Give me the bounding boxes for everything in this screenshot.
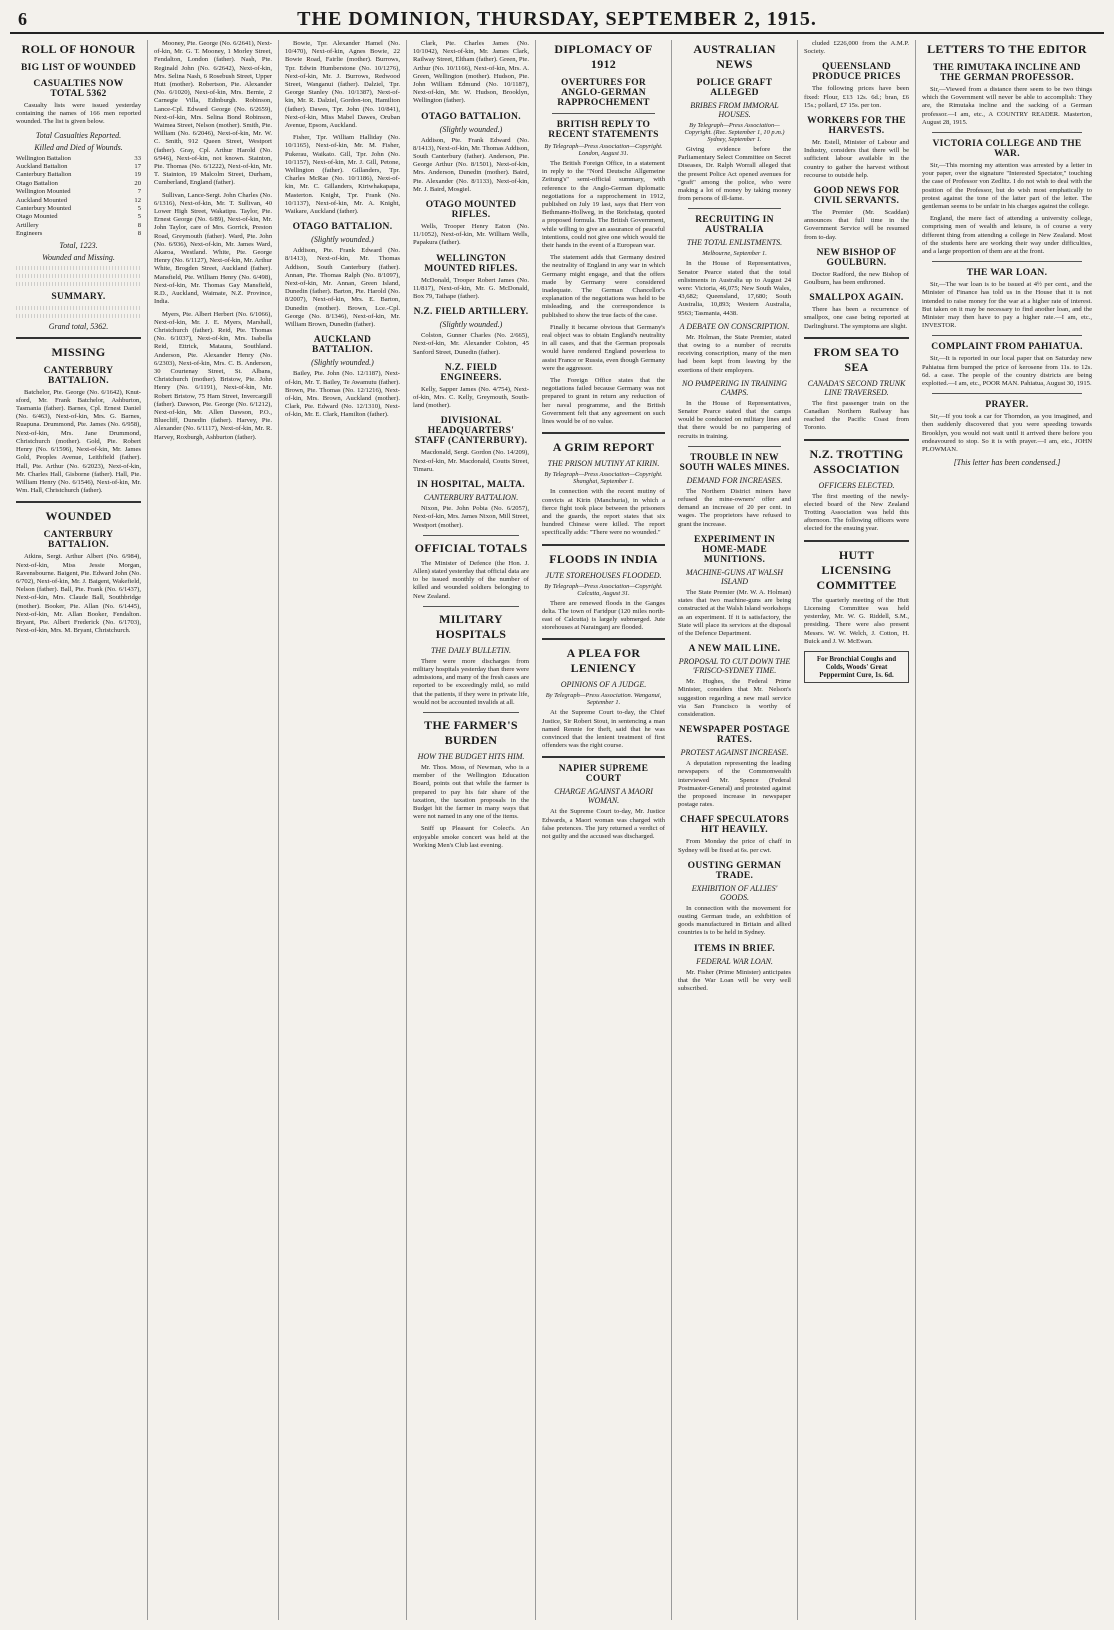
table-row: Auckland Battalion 17 bbox=[16, 163, 141, 171]
casualty-paragraph: McDonald, Trooper Robert James (No. 11/817), Next-of-kin, Mr. G. McDonald, Box 79, Taihape (father). bbox=[413, 276, 529, 301]
subsection-heading: NO PAMPERING IN TRAINING CAMPS. bbox=[682, 378, 787, 397]
article-body: The statement adds that Germany desired the neutrality of England in any war in which Germany might engage, and that the offers made by Germany were considered inadequate. The German Chancellor's explanation of the negotiations was held to be misleading, and the correspondence is published to show the true facts of the case. bbox=[542, 254, 665, 319]
table-row: Canterbury Battalion 19 bbox=[16, 171, 141, 179]
floods-sub: JUTE STOREHOUSES FLOODED. bbox=[545, 570, 662, 580]
casualty-paragraph: Wells, Trooper Henry Eaton (No. 11/1052), Next-of-kin, Mr. William Wells, Papakura (father). bbox=[413, 223, 529, 247]
column-briefs bbox=[798, 40, 916, 1620]
casualty-paragraph: Kelly, Sapper James (No. 4/754), Next-of-kin, Mrs. C. Kelly, Greymouth, South-land (mother). bbox=[413, 385, 529, 410]
plea-heading: A PLEA FOR LENIENCY bbox=[566, 646, 641, 676]
brief-heading: NEW BISHOP OF GOULBURN. bbox=[816, 247, 897, 268]
plea-sub: OPINIONS OF A JUDGE. bbox=[560, 680, 647, 690]
section-heading: N.Z. FIELD ENGINEERS. bbox=[440, 362, 502, 383]
article-body: Finally it became obvious that Germany's real object was to obtain England's neutrality in all cases, and that the German proposals would have rendered England powerless to assist France or Russia, even though Germany were the aggressor. bbox=[542, 323, 665, 372]
chaff-heading: CHAFF SPECULATORS HIT HEAVILY. bbox=[679, 815, 790, 836]
official-totals-heading: OFFICIAL TOTALS bbox=[414, 540, 528, 555]
letter-heading: COMPLAINT FROM PAHIATUA. bbox=[931, 342, 1083, 353]
letter-body: Sir,—It is reported in our local paper that on Saturday new Pahiatua firm bumped the price of kerosene from 11s. to 12s. 6d. a case. The people of the country districts are being exploited.—I am, etc., POOR MAN. Pahiatua, August 30, 1915. bbox=[922, 355, 1092, 388]
letter-heading: VICTORIA COLLEGE AND THE WAR. bbox=[932, 139, 1082, 160]
casualty-paragraph: Bailey, Pte. John (No. 12/1187), Next-of-kin, Mr. T. Bailey, Te Awamutu (father). Brown, Pte. Thomas (No. 12/1216), Next-of-kin, Mrs. Brown, Auckland (mother). Clark, Pte. Edward (No. 12/1310), Next-of-kin, Mr. E. Clark, Hamilton (father). bbox=[285, 370, 400, 419]
mail-line-heading: A NEW MAIL LINE. bbox=[688, 644, 781, 655]
casualty-table-note: Killed and Died of Wounds. bbox=[34, 142, 123, 152]
dateline: By Telegraph—Press Association—Copyright. Shanghai, September 1. bbox=[544, 471, 663, 486]
munitions-heading: EXPERIMENT IN HOME-MADE MUNITIONS. bbox=[693, 534, 776, 565]
table-row: Artillery 8 bbox=[16, 221, 141, 229]
letter-body: Sir,—This morning my attention was arrested by a letter in your paper, over the signature "Interested Spectator," touching the case of Professor von Zedlitz. I do not wish to deal with the position of the Professor, but do wish most emphatically to protest against the tone of the latter part of the letter. The gentleman seems to be unfair in his charges against the college. bbox=[922, 162, 1092, 211]
dateline: By Telegraph—Press Association—Copyright. London, August 31. bbox=[544, 143, 663, 157]
big-list-subheading: BIG LIST OF WOUNDED bbox=[20, 63, 137, 73]
trotting-sub: OFFICERS ELECTED. bbox=[818, 480, 895, 490]
letter-body: England, the mere fact of attending a university college, comprising men of wealth and leisure, is of course a very different thing from attending a college in New Zealand. Most of the students here are working their way under difficulties, and a large proportion of them are at the front. bbox=[922, 215, 1092, 256]
grim-report-heading: A GRIM REPORT bbox=[552, 440, 655, 455]
wounded-list: Atkins, Sergt. Arthur Albert (No. 6/984), Next-of-kin, Miss Jessie Morgan, Ravensbourne. Baigent, Pte. Edward John (No. 6/702), Next-of-kin, Mr. J. Baigent, Wakefield, Nelson (father). Ball, Pte. Frank (No. 6/1437), Next-of-kin, Mrs. Claude Ball, Southbridge (mother). Booker, Pte. Allan (No. 6/1445), Next-of-kin, Mr. Allan Booker, Fendalton. Bryant, Pte. Albert Frederick (No. 6/1703), Next-of-kin, Mrs. M. Bryant, Christchurch. bbox=[16, 553, 141, 635]
article-body: The Northern District miners have refused the mine-owners' offer and demand an increase of 20 per cent. in wages. The proprietors have refused to grant the increase. bbox=[678, 487, 791, 528]
section-sub: (Slightly wounded.) bbox=[439, 124, 503, 134]
napier-sub: CHARGE AGAINST A MAORI WOMAN. bbox=[554, 787, 653, 806]
trotting-heading: N.Z. TROTTING ASSOCIATION bbox=[809, 446, 904, 476]
article-body: Mr. Thos. Moss, of Newman, who is a member of the Wellington Education Board, points out that while the farmer is prepared to pay his fair share of the taxation, the taxation proposals in the Budget hit the farmer in many ways that were not named in any one of the items. bbox=[413, 763, 529, 821]
casualty-paragraph: Fisher, Tpr. William Halliday (No. 10/1165), Next-of-kin, Mr. M. Fisher, Pukerau, Waikato. Gill, Tpr. John (No. 10/1157), Next-of-kin, Mr. J. Gill, Petone, Wellington (father). Gillanders, Tpr. Charles McRae (No. 10/1186), Next-of-kin, Mr. C. Gillanders, Kiriwhakapapa, Masterton. Knight, Tpr. Frank (No. 10/1137), Next-of-kin, Mr. A. Knight, Waikare, Auckland (father). bbox=[285, 134, 400, 216]
column-australian-news bbox=[672, 40, 798, 1620]
column-casualty-list-3 bbox=[279, 40, 407, 1620]
article-body: Giving evidence before the Parliamentary Select Committee on Secret Diseases, Dr. Ralph Worrall alleged that the present Police Act opened avenues for "graft" among the police, who were making a lot of money by taking money from persons of ill-fame. bbox=[678, 146, 791, 203]
diplomacy-subheading-2: BRITISH REPLY TO RECENT STATEMENTS bbox=[548, 120, 659, 140]
article-body: There are renewed floods in the Ganges delta. The town of Faridpur (120 miles north-east of Calcutta) is largely submerged. Jute storehouses at Narainganj are flooded. bbox=[542, 599, 665, 632]
column-roll-of-honour bbox=[10, 40, 148, 1620]
column-casualty-list-2 bbox=[148, 40, 279, 1620]
casualties-subheading: CASUALTIES NOW TOTAL 5362 bbox=[33, 79, 124, 99]
wounded-table-title: Wounded and Missing. bbox=[42, 252, 115, 262]
section-heading: N.Z. FIELD ARTILLERY. bbox=[413, 307, 529, 318]
dateline: By Telegraph—Press Association—Copyright. (Rec. September 1, 10 p.m.) Sydney, September 1. bbox=[684, 122, 785, 143]
peppermint-cure-ad: For Bronchial Coughs and Colds, Woods' Great Peppermint Cure, 1s. 6d. bbox=[804, 651, 909, 683]
hutt-licensing-heading: HUTT LICENSING COMMITTEE bbox=[816, 547, 897, 592]
article-body: Mr. Holman, the State Premier, stated that owing to a number of recruits receiving conscription, many of the men had been kept from leaving by the exertions of their employers. bbox=[678, 333, 791, 374]
letter-body: Sir,—The war loan is to be issued at 4½ per cent., and the Minister of Finance has told us in the House that it is not intended to raise money for the war at a higher rate of interest. But taken on it may be necessary to find another loan, and the Minister may then have to pay a higher rate.—I am, etc., INVESTOR. bbox=[922, 281, 1092, 330]
total-line: Total, 1223. bbox=[59, 240, 98, 250]
munitions-sub: MACHINE-GUNS AT WALSH ISLAND bbox=[685, 567, 784, 586]
casualty-paragraph: Myers, Pte. Albert Herbert (No. 6/1066), Next-of-kin, Mr. J. E. Myers, Marshall, Christchurch (father). Reid, Pte. Thomas (No. 6/1037), Next-of-kin, Mrs. Isabella Reid, Ettrick, Mataura, Southland. Anderson, Pte. Alexander Henry (No. 6/2303), Next-of-kin, Mrs. C. B. Anderson, 30 Courtenay Street, St. Albans, Christchurch (mother). Bristow, Pte. John Henry (No. 6/1191), Next-of-kin, Mr. Robert Bristow, 75 Ham Street, Invercargill (father). Dawson, Pte. George (No. 6/1212), Next-of-kin, Mr. Allen Dawson, P.O., Bluecliff, Dunedin (father). Harvey, Pte. Alexander (No. 6/1117), Next-of-kin, Mr. R. Harvey, Roxburgh, Ashburton (father). bbox=[154, 310, 272, 441]
diplomacy-heading: DIPLOMACY OF 1912 bbox=[554, 42, 653, 71]
sea-to-sea-heading: FROM SEA TO SEA bbox=[813, 344, 900, 374]
mail-line-sub: PROPOSAL TO CUT DOWN THE 'FRISCO-SYDNEY TIME. bbox=[678, 657, 791, 676]
recruiting-sub: THE TOTAL ENLISTMENTS. bbox=[686, 238, 783, 248]
casualty-paragraph: Nixon, Pte. John Pobia (No. 6/2057), Next-of-kin, Mrs. James Nixon, Mill Street, Westport (mother). bbox=[413, 505, 529, 529]
wounded-heading: WOUNDED bbox=[45, 509, 112, 524]
article-body: The Minister of Defence (the Hon. J. Allen) stated yesterday that official data are to be issued monthly of the number of killed and wounded soldiers belonging to New Zealand. bbox=[413, 559, 529, 600]
otago-battalion-sub: (Slightly wounded.) bbox=[311, 235, 374, 245]
column-diplomacy bbox=[536, 40, 672, 1620]
brief-heading: QUEENSLAND PRODUCE PRICES bbox=[812, 62, 901, 83]
casualty-paragraph: Sullivan, Lance-Sergt. John Charles (No. 6/1316), Next-of-kin, Mr. T. Sullivan, 40 Lower High Street, Wakatipu. Taylor, Pte. Ernest George (No. 6/89), Next-of-kin, Mr. John Taylor, care of Mrs. Gorrick, Preston Road, Greymouth (father). Ward, Pte. John (No. 6/936), Next-of-kin, Mr. James Ward, Akaroa, Westland. White, Pte. George Henry (No. 6/1127), Next-of-kin, Mr. Arthur White, Brogden Street, Auckland (father). Mansfield, Pte. William Henry (No. 6/498), Next-of-kin, Mr. Thomas Gay Mansfield, R.D., Auckland, Waimate, N.Z. Province, India. bbox=[154, 191, 272, 306]
masthead bbox=[10, 8, 1104, 34]
military-hospitals-heading: MILITARY HOSPITALS bbox=[435, 611, 507, 641]
section-heading: IN HOSPITAL, MALTA. bbox=[417, 480, 525, 491]
missing-list: Batchelor, Pte. George (No. 6/1642), Knut-sford, Mr. Frank Batchelor, Ashburton, Tasmania (father). Barnes, Cpl. Ernest Daniel (No. 6/463), Next-of-kin, Mrs. G. Barnes, Ruapuna. Drummond, Pte. James (No. 6/958), Next-of-kin, Mrs. Jane Drummond, Christchurch (mother). Gold, Pte. Robert Henry (No. 6/1596), Next-of-kin, Mr. James Gold, Peoples Avenue, Leithfield (father). Hall, Pte. Arthur (No. 6/2023), Next-of-kin, Mr. Charles Hall, Gisborne (father). Hall, Pte. William Henry (No. 6/1546), Next-of-kin, Mr. Wm. Hall, Christchurch (father). bbox=[16, 388, 141, 495]
table-row: Auckland Mounted 12 bbox=[16, 196, 141, 204]
section-heading: DIVISIONAL HEADQUARTERS' STAFF (CANTERBURY). bbox=[414, 416, 528, 447]
article-body: cluded £226,000 from the A.M.P. Society. bbox=[804, 40, 909, 56]
letter-note: [This letter has been condensed.] bbox=[953, 458, 1061, 468]
casualty-paragraph: Bowie, Tpr. Alexander Hamel (No. 10/470), Next-of-kin, Agnes Bowie, 22 Bowie Road, Fairlie (mother). Burrows, Tpr. Edwin Humberstone (No. 10/1276), Next-of-kin, Mr. J. Burrows, Redwood Street, Wanganui (father). Dalziel, Tpr. George Stanley (No. 10/1387), Next-of-kin, Mr. R. Dalziel, Gordon-ton, Hamilton (father). Dawes, Tpr. John (No. 10/841), Next-of-kin, Miss Mabel Dawes, Oruban Avenue, Epsom, Auckland. bbox=[285, 40, 400, 130]
section-sub: (Slightly wounded.) bbox=[439, 320, 503, 330]
dateline: By Telegraph—Press Association—Copyright. Calcutta, August 31. bbox=[544, 582, 663, 597]
letter-heading: PRAYER. bbox=[985, 400, 1029, 411]
article-body: Sniff up Pleasant for Colect's. An enjoyable smoke concert was held at the Working Men's Club last evening. bbox=[413, 825, 529, 849]
auckland-battalion-sub: (Slightly wounded.) bbox=[311, 358, 374, 368]
roll-of-honour-heading: ROLL OF HONOUR bbox=[21, 42, 136, 56]
floods-heading: FLOODS IN INDIA bbox=[549, 551, 658, 566]
article-body: In connection with the recent mutiny of convicts at Kirin (Manchuria), in which a fierce fight took place between the prisoners and the guards, the report states that six hundred Chinese were killed. The report specifically adds: "There were no wounded." bbox=[542, 488, 665, 537]
australian-news-heading: AUSTRALIAN NEWS bbox=[693, 42, 776, 71]
items-heading: ITEMS IN BRIEF. bbox=[694, 943, 775, 954]
farmers-burden-sub: HOW THE BUDGET HITS HIM. bbox=[417, 751, 525, 761]
letter-heading: THE RIMUTAKA INCLINE AND THE GERMAN PROFESSOR. bbox=[933, 63, 1081, 83]
letters-heading: LETTERS TO THE EDITOR bbox=[927, 42, 1087, 56]
napier-heading: NAPIER SUPREME COURT bbox=[558, 764, 649, 785]
article-body: In the House of Representatives, Senator Pearce stated that the camps would be conducted on military lines and that there would be no pampering of recruits in training. bbox=[678, 399, 791, 440]
article-body: The Foreign Office states that the negotiations failed because Germany was not prepared to grant in return any reduction of her naval programme, and the British Government felt that any agreement on such lines would be of no value. bbox=[542, 377, 665, 426]
brief-heading: SMALLPOX AGAIN. bbox=[809, 293, 904, 304]
wounded-subheading: CANTERBURY BATTALION. bbox=[43, 530, 114, 551]
article-body: Mr. Estell, Minister of Labour and Industry, considers that there will be sufficient labour available in the country to gather the harvest without recourse to outside help. bbox=[804, 139, 909, 179]
postage-sub: PROTEST AGAINST INCREASE. bbox=[680, 748, 789, 758]
column-letters bbox=[916, 40, 1098, 1620]
article-body: At the Supreme Court to-day, Mr. Justice Edwards, a Maori woman was charged with false pretences. The jury returned a verdict of not guilty and the accused was discharged. bbox=[542, 808, 665, 840]
trouble-heading: TROUBLE IN NEW SOUTH WALES MINES. bbox=[679, 452, 790, 473]
section-sub: CANTERBURY BATTALION. bbox=[423, 493, 519, 503]
ousting-heading: OUSTING GERMAN TRADE. bbox=[687, 860, 782, 881]
casualty-table bbox=[16, 155, 141, 239]
police-graft-sub: BRIBES FROM IMMORAL HOUSES. bbox=[690, 101, 779, 119]
article-body: The quarterly meeting of the Hutt Licensing Committee was held yesterday, Mr. W. G. Riddell, S.M., presiding. There were also present Messrs. W. W. Welch, J. Cotton, H. Buick and J. W. McEwan. bbox=[804, 596, 909, 645]
subsection-heading: A DEBATE ON CONSCRIPTION. bbox=[679, 321, 790, 331]
article-body: From Monday the price of chaff in Sydney will be fixed at 6s. per cwt. bbox=[678, 838, 791, 854]
article-body: Mr. Hughes, the Federal Prime Minister, considers that Mr. Nelson's suggestion regarding a new mail service via San Francisco is worthy of consideration. bbox=[678, 678, 791, 718]
page-number: 6 bbox=[18, 9, 27, 29]
casualty-paragraph: Macdonald, Sergt. Gordon (No. 14/209), Next-of-kin, Mr. Macdonald, Coutts Street, Timaru. bbox=[413, 449, 529, 473]
letter-body: Sir,—If you took a car for Thorndon, as you imagined, and then suddenly discovered that you were speeding towards Brooklyn, you would not wait until it arrived there before you endeavoured to stop. So it is with prayer.—I am, etc., JOHN PLOWMAN. bbox=[922, 413, 1092, 454]
police-graft-heading: POLICE GRAFT ALLEGED bbox=[696, 78, 773, 98]
casualty-paragraph: Mooney, Pte. George (No. 6/2641), Next-of-kin, Mr. G. T. Mooney, 1 Morley Street, Fendalton, London (father). Nash, Pte. Reginald John (No. 6/2642), Next-of-kin, Mrs. Selina Nash, 6 Rosebush Street, Upper Hutt (mother). Robertson, Pte. Alexander (No. 6/1020), Next-of-kin, Mrs. Bernie, 2 Carnegie Villa, Edinburgh. Robinson, Lance-Cpl. Edward George (No. 6/2659), Next-of-kin, Mrs. Selina Bond Robinson, Waimea Street, Nelson (mother). Smith, Pte. William (No. 6/2046), Next-of-kin, Mr. W. C. Smith, 912 Queen Street, Westport (father). Gray, Cpl. Arthur Harold (No. 6/946), Next-of-kin, not known. Stainton, Pte. Thomas (No. 6/1222), Next-of-kin, Mr. T. Stainton, 19 Malcolm Street, Durham, Cumberland, England (father). bbox=[154, 40, 272, 187]
table-row: Wellington Mounted 7 bbox=[16, 188, 141, 196]
dateline: Melbourne, September 1. bbox=[702, 250, 767, 258]
newspaper-title: THE DOMINION, THURSDAY, SEPTEMBER 2, 1915. bbox=[297, 8, 817, 30]
article-body: There has been a recurrence of smallpox, one case being reported at Darlinghurst. The symptoms are slight. bbox=[804, 306, 909, 330]
casualty-table-title: Total Casualties Reported. bbox=[35, 130, 122, 140]
table-row: Otago Mounted 5 bbox=[16, 213, 141, 221]
diplomacy-subheading: OVERTURES FOR ANGLO-GERMAN RAPPROCHEMENT bbox=[557, 78, 650, 108]
grim-report-sub: THE PRISON MUTINY AT KIRIN. bbox=[547, 459, 660, 469]
postage-heading: NEWSPAPER POSTAGE RATES. bbox=[678, 725, 791, 746]
sea-to-sea-sub: CANADA'S SECOND TRUNK LINE TRAVERSED. bbox=[807, 378, 906, 397]
letter-heading: THE WAR LOAN. bbox=[966, 268, 1048, 279]
column-casualty-list-4 bbox=[407, 40, 536, 1620]
article-body: The first meeting of the newly-elected board of the New Zealand Trotting Association was held this afternoon. The following officers were elected for the ensuing year. bbox=[804, 492, 909, 533]
section-heading: OTAGO MOUNTED RIFLES. bbox=[425, 200, 517, 221]
missing-heading: MISSING bbox=[51, 344, 106, 359]
casualty-paragraph: Colston, Gunner Charles (No. 2/665), Next-of-kin, Mr. Alexander Colston, 45 Sanford Street, Dunedin (father). bbox=[413, 332, 529, 356]
article-body: A deputation representing the leading newspapers of the Commonwealth interviewed Mr. Spence (Federal Postmaster-General) and protested against the proposed increase in newspaper postage rates. bbox=[678, 760, 791, 809]
section-heading: OTAGO BATTALION. bbox=[421, 111, 521, 122]
summary-heading: SUMMARY. bbox=[51, 291, 106, 302]
auckland-battalion-heading: AUCKLAND BATTALION. bbox=[312, 335, 373, 356]
article-body: The Premier (Mr. Scaddan) announces that full time in the Government Service will be resumed from to-day. bbox=[804, 209, 909, 241]
ousting-sub: EXHIBITION OF ALLIES' GOODS. bbox=[691, 883, 778, 902]
farmers-burden-heading: THE FARMER'S BURDEN bbox=[424, 717, 518, 747]
article-body: Mr. Fisher (Prime Minister) anticipates that the War Loan will be very well subscribed. bbox=[678, 968, 791, 992]
article-body: There were more discharges from military hospitals yesterday than there were admissions, and many of the fresh cases are reported to be exceedingly mild, so mild that the patients, if they were in private life, would not be accounted invalids at all. bbox=[413, 657, 529, 706]
casualty-paragraph: Addison, Pte. Frank Edward (No. 8/1413), Next-of-kin, Mr. Thomas Addison, South Canterbury (father). Annan, Pte. Thomas Ralph (No. 8/1097), Next-of-kin, Mr. Annan, Green Island, Dunedin (father). Barton, Pte. Harold (No. 8/2007), Next-of-kin, Mrs. E. Barton, Dunedin (mother). Brown, Lce.-Cpl. George (No. 8/1346), Next-of-kin, Mr. William Brown, Dunedin (father). bbox=[285, 247, 400, 329]
article-body: The following prices have been fixed: Flour, £13 12s. 6d.; bran, £6 15s.; pollard, £7 15s. per ton. bbox=[804, 85, 909, 109]
casualty-paragraph: Addison, Pte. Frank Edward (No. 8/1413), Next-of-kin, Mr. Thomas Addison, South Canterbury (father). Anderson, Pte. George Arthur (No. 8/1501), Next-of-kin, Mrs. Anderson, Dunedin (mother). Baird, Pte. Alexander (No. 8/1133), Next-of-kin, Mr. J. Baird, Mosgiel. bbox=[413, 136, 529, 193]
table-row: Engineers 8 bbox=[16, 230, 141, 238]
section-heading: WELLINGTON MOUNTED RIFLES. bbox=[424, 253, 518, 274]
article-body: The British Foreign Office, in a statement in reply to the "Nord Deutsche Allgemeine Zeitung's" semi-official summary, with reference to the Anglo-German diplomatic negotiations for a rapprochement in 1912, published on July 19 last, says that Herr von Bethmann-Hollweg, in the Reichstag, quoted a proposed formula. The British Government, while willing to give an assurance of peaceful intentions, could not give one which would tie their hands in the event of a European war. bbox=[542, 160, 665, 250]
casualty-intro: Casualty lists were issued yesterday containing the names of 166 men reported wounded. The list is given below. bbox=[16, 102, 141, 126]
brief-heading: WORKERS FOR THE HARVESTS. bbox=[807, 116, 906, 137]
missing-subheading: CANTERBURY BATTALION. bbox=[43, 365, 114, 386]
letter-body: Sir,—Viewed from a distance there seem to be two things which the Government will never be able to accomplish: They are, the Rimutaka incline and the sacking of a German professor.—I am, etc., A COUNTRY READER. Masterton, August 28, 1915. bbox=[922, 86, 1092, 126]
military-hospitals-sub: THE DAILY BULLETIN. bbox=[430, 645, 512, 655]
article-body: Doctor Radford, the new Bishop of Goulburn, has been enthroned. bbox=[804, 270, 909, 287]
recruiting-heading: RECRUITING IN AUSTRALIA bbox=[695, 215, 774, 236]
trouble-sub: DEMAND FOR INCREASES. bbox=[686, 475, 783, 485]
grand-total: Grand total, 5362. bbox=[48, 321, 109, 331]
article-body: In the House of Representatives, Senator Pearce stated that the total enlistments in Australia up to August 24 were: Victoria, 46,075; New South Wales, 43,682; Queensland, 17,680; South Australia, 10,893; Western Australia, 9563; Tasmania, 4438. bbox=[678, 260, 791, 317]
article-body: The first passenger train on the Canadian Northern Railway has reached the Pacific Coast from Toronto. bbox=[804, 399, 909, 432]
article-body: At the Supreme Court to-day, the Chief Justice, Sir Robert Stout, in sentencing a man named Rennie for theft, said that he was convinced that the lenient treatment of first offenders was the right course. bbox=[542, 709, 665, 750]
table-row: Canterbury Mounted 5 bbox=[16, 205, 141, 213]
otago-battalion-heading: OTAGO BATTALION. bbox=[292, 222, 393, 233]
table-row: Wellington Battalion 33 bbox=[16, 154, 141, 162]
casualty-paragraph: Clark, Pte. Charles James (No. 10/1042), Next-of-kin, Mr. James Clark, Railway Street, Eltham (father). Green, Pte. Arthur (No. 10/1166), Next-of-kin, Mrs. A. Green, Wellington (mother). Hudson, Pte. John William Edmund (No. 10/1187), Next-of-kin, Mr. W. Hudson, Brooklyn, Wellington (father). bbox=[413, 40, 529, 105]
article-body: The State Premier (Mr. W. A. Holman) states that two machine-guns are being constructed at the Walsh Island workshops as an experiment. If it is satisfactory, the State will place its services at the disposal of the Defence Department. bbox=[678, 588, 791, 637]
dateline: By Telegraph—Press Association. Wanganui, September 1. bbox=[545, 692, 662, 707]
items-sub: FEDERAL WAR LOAN. bbox=[696, 956, 773, 966]
brief-heading: GOOD NEWS FOR CIVIL SERVANTS. bbox=[813, 186, 900, 207]
article-body: In connection with the movement for ousting German trade, an exhibition of goods manufactured in Britain and allied countries is to be held in Sydney. bbox=[678, 904, 791, 937]
table-row: Otago Battalion 20 bbox=[16, 179, 141, 187]
